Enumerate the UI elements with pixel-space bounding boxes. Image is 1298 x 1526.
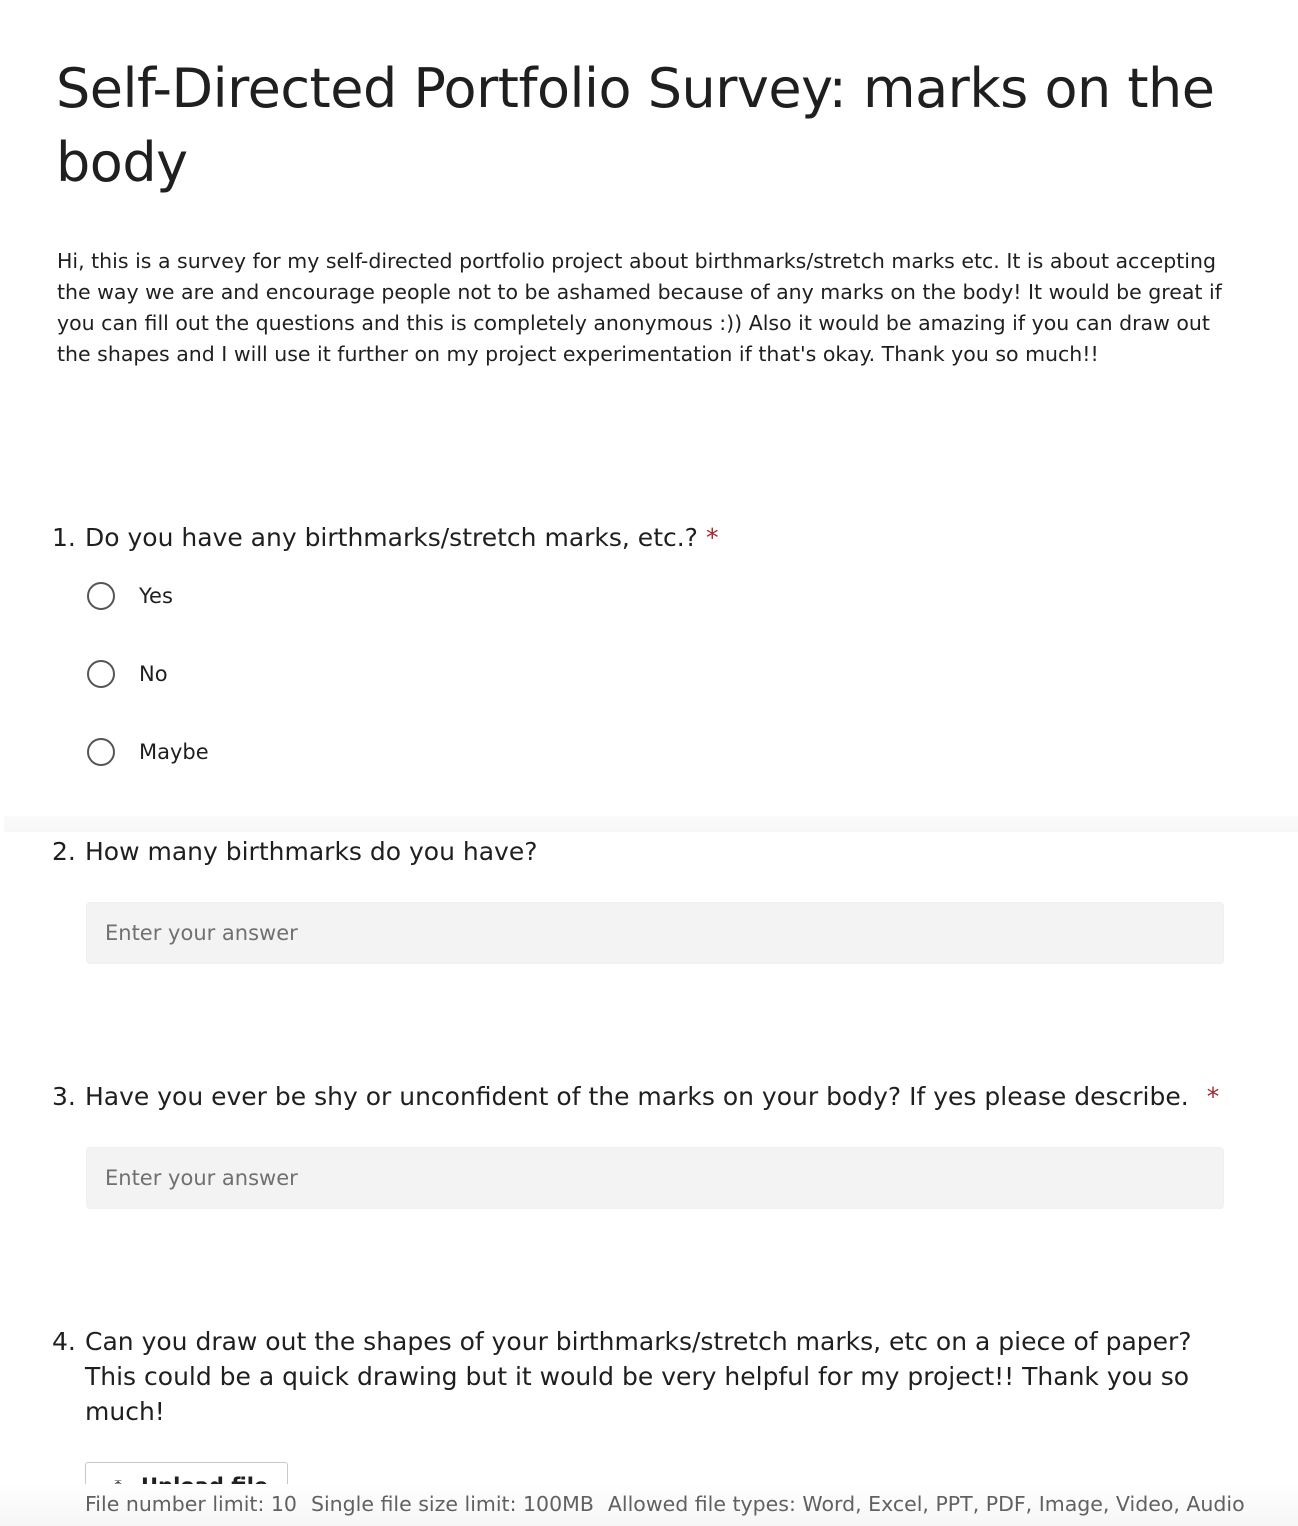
- radio-option-label: Maybe: [139, 740, 209, 764]
- question-3: [52, 1079, 1232, 1209]
- radio-button[interactable]: [87, 738, 115, 766]
- file-number-limit: File number limit: 10: [85, 1492, 297, 1516]
- file-size-limit: Single file size limit: 100MB: [310, 1492, 594, 1516]
- question-text: Do you have any birthmarks/stretch marks, etc.?: [85, 523, 698, 552]
- question-text: Have you ever be shy or unconfident of the marks on your body? If yes please describe.: [85, 1082, 1189, 1111]
- question-number: 3.: [52, 1082, 76, 1111]
- required-asterisk: *: [1206, 1082, 1220, 1111]
- question-2-title: [52, 834, 1232, 869]
- allowed-file-types: Allowed file types: Word, Excel, PPT, PDF, Image, Video, Audio: [607, 1492, 1245, 1516]
- question-text: Can you draw out the shapes of your birthmarks/stretch marks, etc on a piece of paper? This could be a quick drawing but it would be very helpful for my project!! Thank you so much!: [85, 1327, 1192, 1426]
- section-divider: [4, 816, 1298, 832]
- answer-input-question-3[interactable]: [86, 1147, 1224, 1209]
- question-1: [52, 520, 1232, 811]
- question-4: [52, 1324, 1232, 1510]
- required-asterisk: *: [705, 523, 719, 552]
- radio-button[interactable]: [87, 660, 115, 688]
- radio-option-no[interactable]: [87, 635, 1232, 713]
- question-1-title: [52, 520, 1232, 555]
- form-title: Self-Directed Portfolio Survey: marks on the body: [56, 57, 1215, 194]
- question-number: 1.: [52, 523, 76, 552]
- radio-option-label: Yes: [139, 584, 173, 608]
- question-2: [52, 834, 1232, 964]
- radio-options: [87, 557, 1232, 791]
- question-number: 4.: [52, 1327, 76, 1356]
- question-number: 2.: [52, 837, 76, 866]
- radio-option-yes[interactable]: [87, 557, 1232, 635]
- radio-option-label: No: [139, 662, 168, 686]
- answer-input-question-2[interactable]: [86, 902, 1224, 964]
- file-upload-info: [85, 1492, 1259, 1516]
- radio-option-maybe[interactable]: [87, 713, 1232, 791]
- question-4-title: [52, 1324, 1232, 1429]
- question-text: How many birthmarks do you have?: [85, 837, 538, 866]
- question-3-title: [52, 1079, 1232, 1114]
- radio-button[interactable]: [87, 582, 115, 610]
- form-description: Hi, this is a survey for my self-directed portfolio project about birthmarks/stretch marks etc. It is about accepting the way we are and encourage people not to be ashamed because of any marks on the body! It would be great if you can fill out the questions and this is completely anonymous :)) Also it would be amazing if you can draw out the shapes and I will use it further on my project experimentation if that's okay. Thank you so much!!: [57, 249, 1222, 366]
